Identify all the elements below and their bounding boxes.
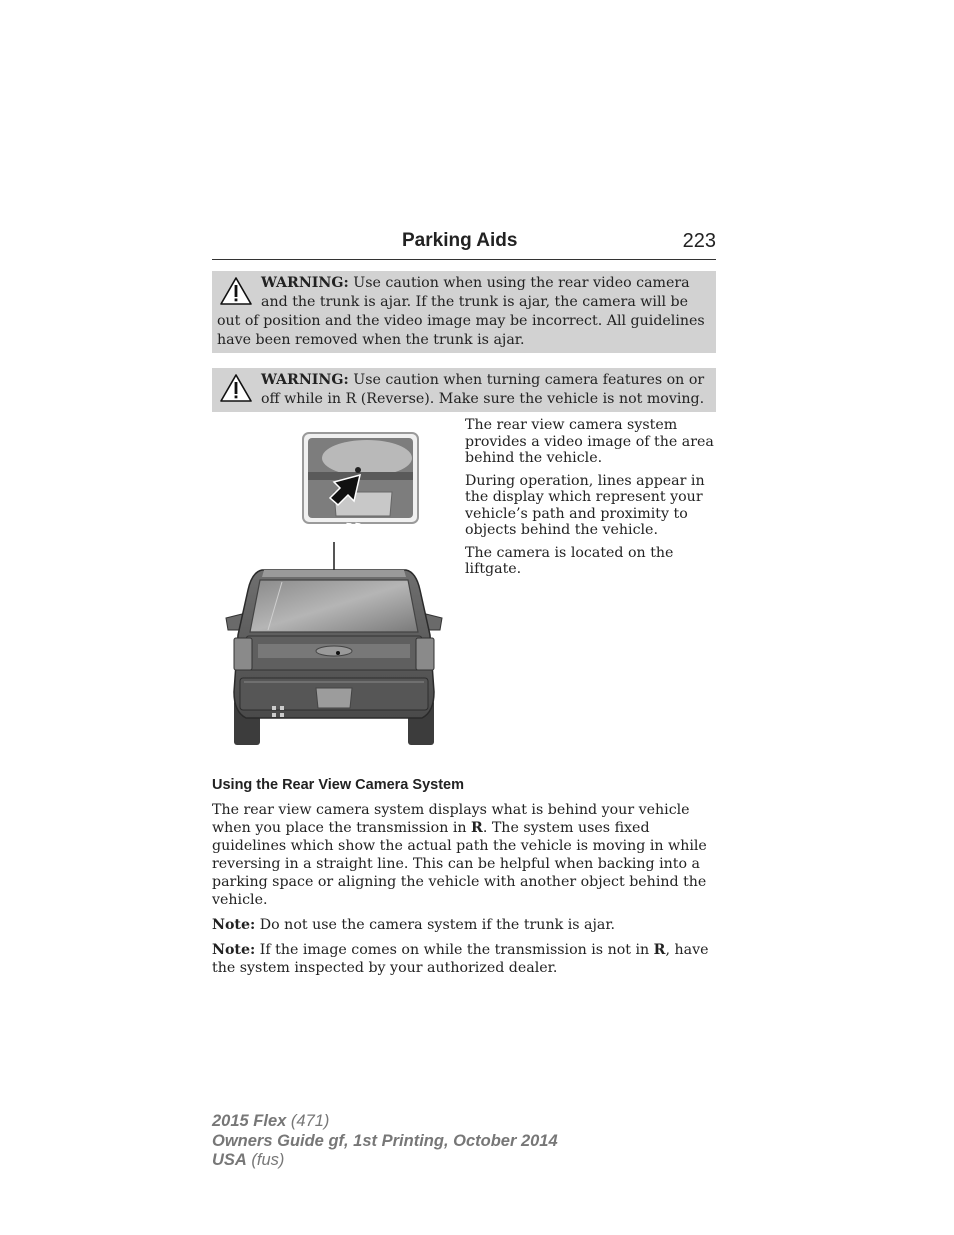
warning-label: WARNING: [261,372,349,388]
section-title: Parking Aids [402,230,518,251]
vehicle-rear-camera-illustration [222,430,447,748]
note-text: Do not use the camera system if the trunk is ajar. [255,917,616,933]
note [212,916,718,934]
note-text: , have the system inspected by your authorized dealer. [212,942,709,976]
footer-line [212,1112,558,1132]
warning-box-trunk [212,271,716,353]
warning-label: WARNING: [261,275,349,291]
bold-text: R [471,820,483,836]
warning-text: Use caution when using the rear video camera and the trunk is ajar. If the trunk is ajar, the camera will be out of position and the video image may be incorrect. All guidelines have been removed when the trunk is ajar. [217,275,705,348]
footer-line [212,1151,558,1171]
note [212,941,718,977]
model-name: 2015 Flex [212,1112,287,1130]
note-label: Note: [212,917,256,933]
text: . The system uses fixed guidelines which show the actual path the vehicle is moving in while reversing in a straight line. This can be helpful when backing into a parking space or aligning the vehicle with another object behind the vehicle. [212,820,707,908]
note-label: Note: [212,942,256,958]
page-number: 223 [682,230,716,252]
footer-line [212,1132,558,1152]
paragraph: During operation, lines appear in the display which represent your vehicle’s path and proximity to objects behind the vehicle. [465,472,705,538]
printing-info: Owners Guide gf, 1st Printing, October 2014 [212,1131,558,1150]
paragraph [212,801,718,909]
paragraph: The camera is located on the liftgate. [465,544,674,577]
market: USA [212,1151,247,1169]
camera-description [465,417,717,584]
warning-triangle-icon [219,373,253,403]
note-text: If the image comes on while the transmission is not in [255,942,654,958]
page-header [212,229,716,260]
text: The rear view camera system displays what is behind your vehicle when you place the transmission in [212,802,690,836]
warning-text: Use caution when turning camera features on or off while in R (Reverse). Make sure the vehicle is not moving. [261,372,705,407]
model-code: (471) [286,1112,330,1130]
paragraph: The rear view camera system provides a video image of the area behind the vehicle. [465,417,714,466]
warning-triangle-icon [219,276,253,306]
warning-box-reverse [212,368,716,412]
body-text [212,801,718,984]
section-heading: Using the Rear View Camera System [212,777,464,793]
bold-text: R [653,942,666,958]
page-footer [212,1112,558,1171]
market-code: (fus) [246,1151,285,1169]
